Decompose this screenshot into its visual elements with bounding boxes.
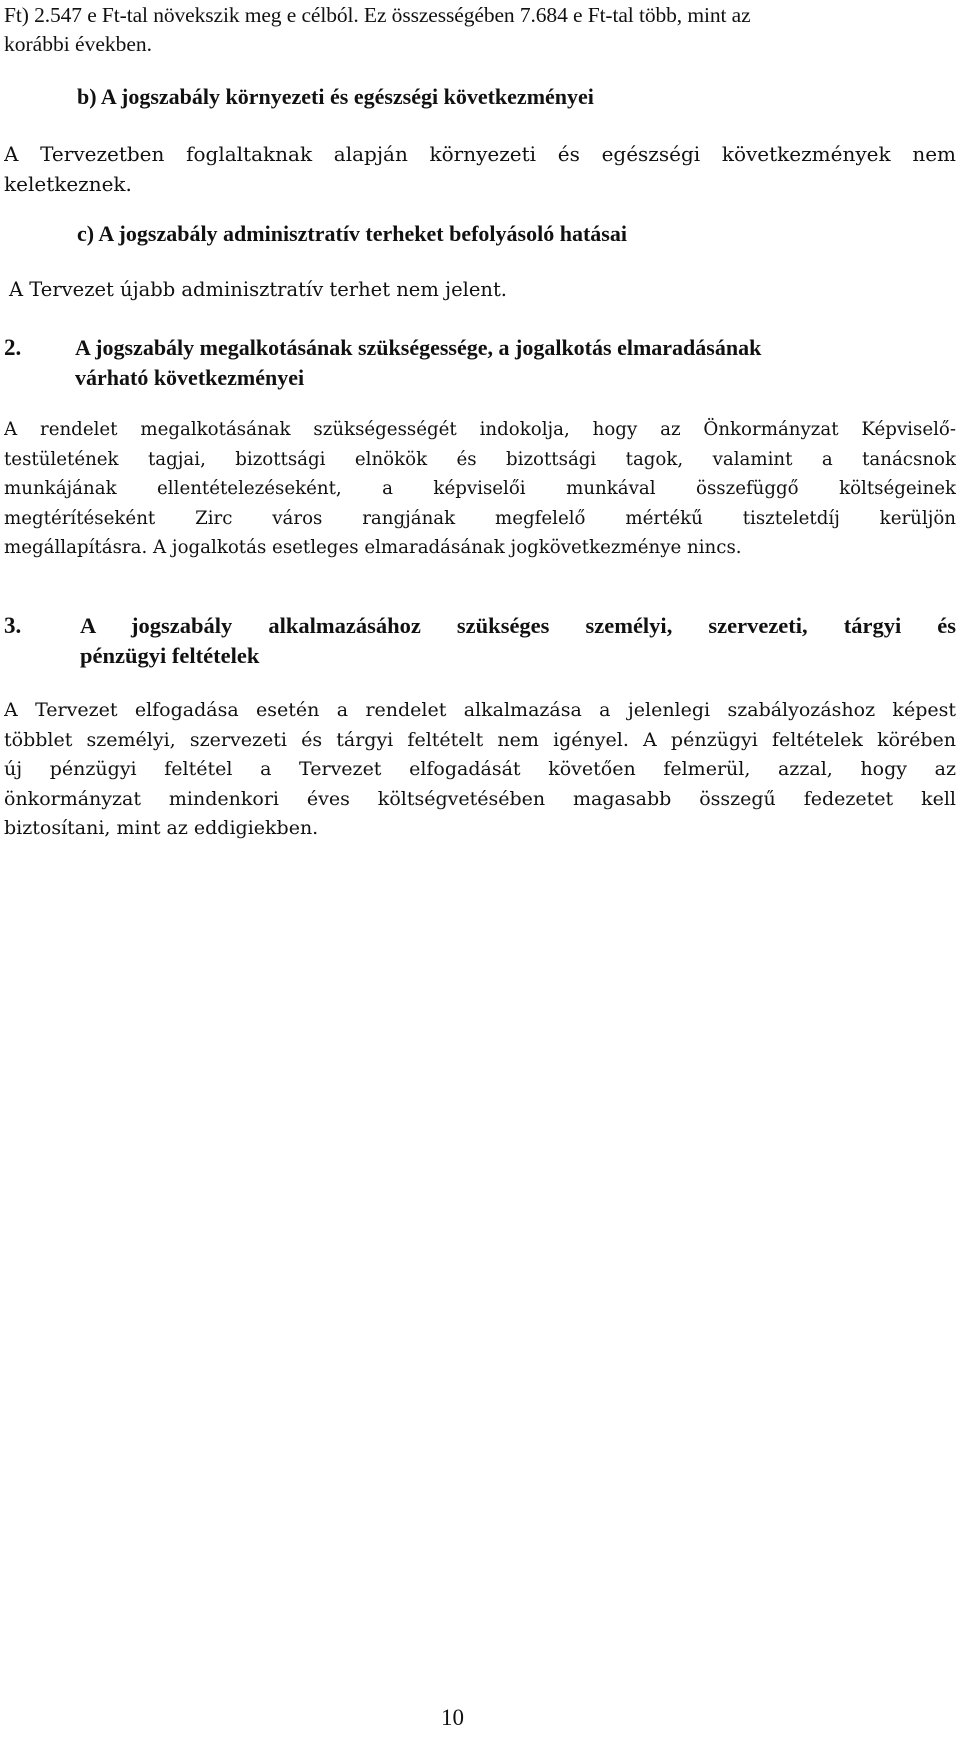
section-c-heading: c) A jogszabály adminisztratív terheket befolyásoló hatásai — [77, 221, 627, 246]
section-2-line-4: megtérítéseként Zirc város rangjának megfelelő mértékű tiszteletdíj kerüljön — [4, 507, 956, 529]
section-3-heading-line-1: A jogszabály alkalmazásához szükséges személyi, szervezeti, tárgyi és — [80, 613, 956, 638]
section-b-paragraph — [4, 140, 956, 199]
section-3-heading — [80, 611, 956, 671]
section-b-heading: b) A jogszabály környezeti és egészségi következményei — [77, 84, 594, 109]
section-3-line-2: többlet személyi, szervezeti és tárgyi feltételt nem igényel. A pénzügyi feltételek körében — [4, 728, 956, 751]
section-3-line-3: új pénzügyi feltétel a Tervezet elfogadását követően felmerül, azzal, hogy az — [4, 758, 956, 780]
section-3-paragraph — [4, 696, 956, 844]
section-2-heading — [75, 333, 955, 393]
section-2-heading-line-2: várható következményei — [75, 365, 305, 390]
intro-line-1: Ft) 2.547 e Ft-tal növekszik meg e célból. Ez összességében 7.684 e Ft-tal több, mint az — [4, 3, 751, 27]
section-2-line-1: A rendelet megalkotásának szükségességét indokolja, hogy az Önkormányzat Képviselő- — [4, 419, 956, 440]
section-2-paragraph — [4, 415, 956, 563]
section-3-number: 3. — [4, 613, 22, 638]
intro-line-2: korábbi években. — [4, 32, 153, 56]
section-3-heading-line-2: pénzügyi feltételek — [80, 643, 260, 668]
section-2-heading-line-1: A jogszabály megalkotásának szükségessége, a jogalkotás elmaradásának — [75, 335, 762, 360]
section-3-line-1: A Tervezet elfogadása esetén a rendelet alkalmazása a jelenlegi szabályozáshoz képest — [4, 699, 956, 721]
page-number: 10 — [441, 1705, 464, 1730]
section-3-line-4: önkormányzat mindenkori éves költségvetésében magasabb összegű fedezetet kell — [4, 787, 956, 810]
section-b-line-2: keletkeznek. — [4, 171, 132, 196]
section-2-number: 2. — [4, 335, 22, 360]
section-b-line-1: A Tervezetben foglaltaknak alapján környezeti és egészségi következmények nem — [4, 142, 956, 166]
section-2-line-5: megállapításra. A jogalkotás esetleges elmaradásának jogkövetkezménye nincs. — [4, 537, 742, 558]
section-3-line-5: biztosítani, mint az eddigiekben. — [4, 817, 319, 839]
section-2-line-3: munkájának ellentételezéseként, a képviselői munkával összefüggő költségeinek — [4, 478, 956, 499]
section-c-line-1: A Tervezet újabb adminisztratív terhet nem jelent. — [9, 278, 507, 301]
section-2-line-2: testületének tagjai, bizottsági elnökök és bizottsági tagok, valamint a tanácsnok — [4, 448, 956, 470]
